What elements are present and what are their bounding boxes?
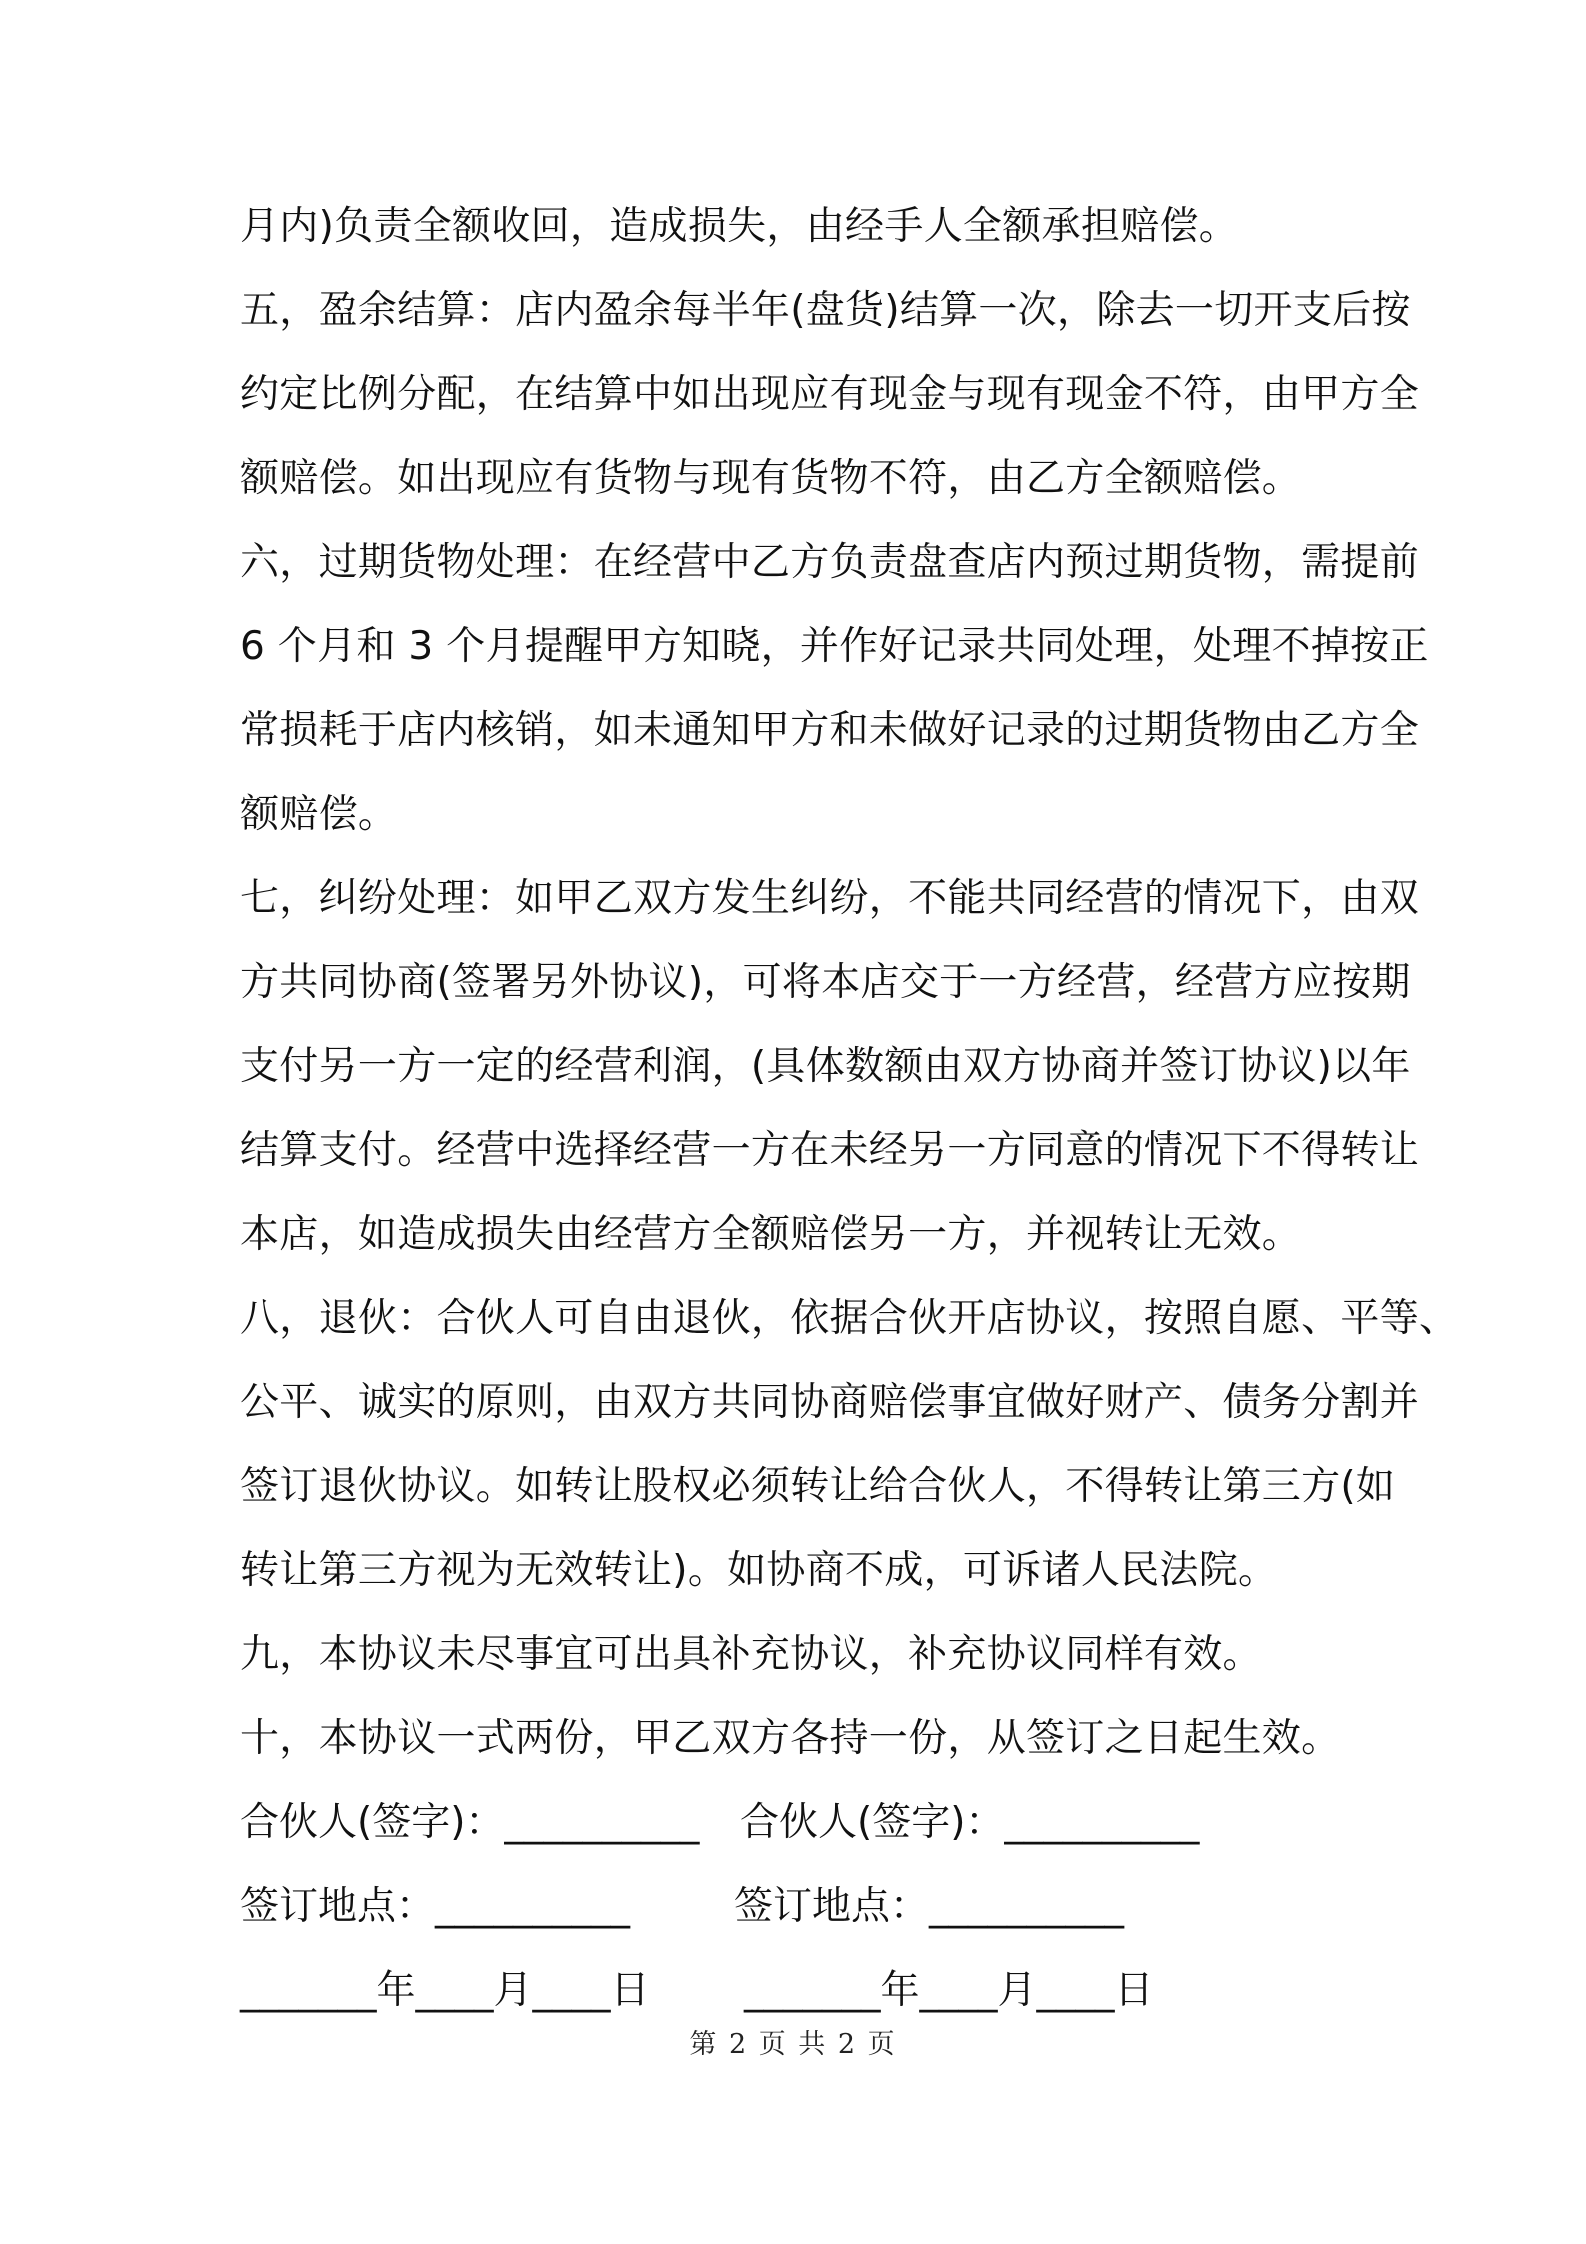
text-line: 本店，如造成损失由经营方全额赔偿另一方，并视转让无效。 — [240, 1212, 1302, 1257]
partner-signature-left: 合伙人(签字)：__________ — [240, 1800, 700, 1845]
signing-place-right: 签订地点：__________ — [734, 1884, 1125, 1929]
text-line: 额赔偿。如出现应有货物与现有货物不符，由乙方全额赔偿。 — [240, 456, 1302, 501]
place-row — [240, 1865, 1360, 1949]
text-line: 支付另一方一定的经营利润，(具体数额由双方协商并签订协议)以年 — [240, 1044, 1411, 1089]
text-line: 方共同协商(签署另外协议)，可将本店交于一方经营，经营方应按期 — [240, 960, 1411, 1005]
text-line: 五，盈余结算：店内盈余每半年(盘货)结算一次，除去一切开支后按 — [240, 288, 1411, 333]
text-line: 月内)负责全额收回，造成损失，由经手人全额承担赔偿。 — [240, 204, 1239, 249]
text-line: 八，退伙：合伙人可自由退伙，依据合伙开店协议，按照自愿、平等、 — [240, 1296, 1459, 1341]
agreement-body — [240, 185, 1459, 2033]
text-line: 七，纠纷处理：如甲乙双方发生纠纷，不能共同经营的情况下，由双 — [240, 876, 1420, 921]
page-number-footer: 第 2 页 共 2 页 — [689, 2029, 897, 2060]
text-line: 十，本协议一式两份，甲乙双方各持一份，从签订之日起生效。 — [240, 1716, 1341, 1761]
text-line: 常损耗于店内核销，如未通知甲方和未做好记录的过期货物由乙方全 — [240, 708, 1420, 753]
text-line: 结算支付。经营中选择经营一方在未经另一方同意的情况下不得转让 — [240, 1128, 1420, 1173]
text-line: 额赔偿。 — [240, 792, 398, 837]
signature-row — [240, 1781, 1360, 1865]
date-left: _______年____月____日 — [240, 1968, 650, 2013]
text-line: 约定比例分配，在结算中如出现应有现金与现有现金不符，由甲方全 — [240, 372, 1420, 417]
text-line: 6 个月和 3 个月提醒甲方知晓，并作好记录共同处理，处理不掉按正 — [240, 624, 1429, 669]
text-line: 九，本协议未尽事宜可出具补充协议，补充协议同样有效。 — [240, 1632, 1262, 1677]
date-row — [240, 1949, 1360, 2033]
partner-signature-right: 合伙人(签字)：__________ — [740, 1800, 1200, 1845]
signing-place-left: 签订地点：__________ — [240, 1884, 631, 1929]
text-line: 公平、诚实的原则，由双方共同协商赔偿事宜做好财产、债务分割并 — [240, 1380, 1420, 1425]
date-right: _______年____月____日 — [744, 1968, 1154, 2013]
text-line: 六，过期货物处理：在经营中乙方负责盘查店内预过期货物，需提前 — [240, 540, 1420, 585]
text-line: 转让第三方视为无效转让)。如协商不成，可诉诸人民法院。 — [240, 1548, 1278, 1593]
text-line: 签订退伙协议。如转让股权必须转让给合伙人，不得转让第三方(如 — [240, 1464, 1396, 1509]
